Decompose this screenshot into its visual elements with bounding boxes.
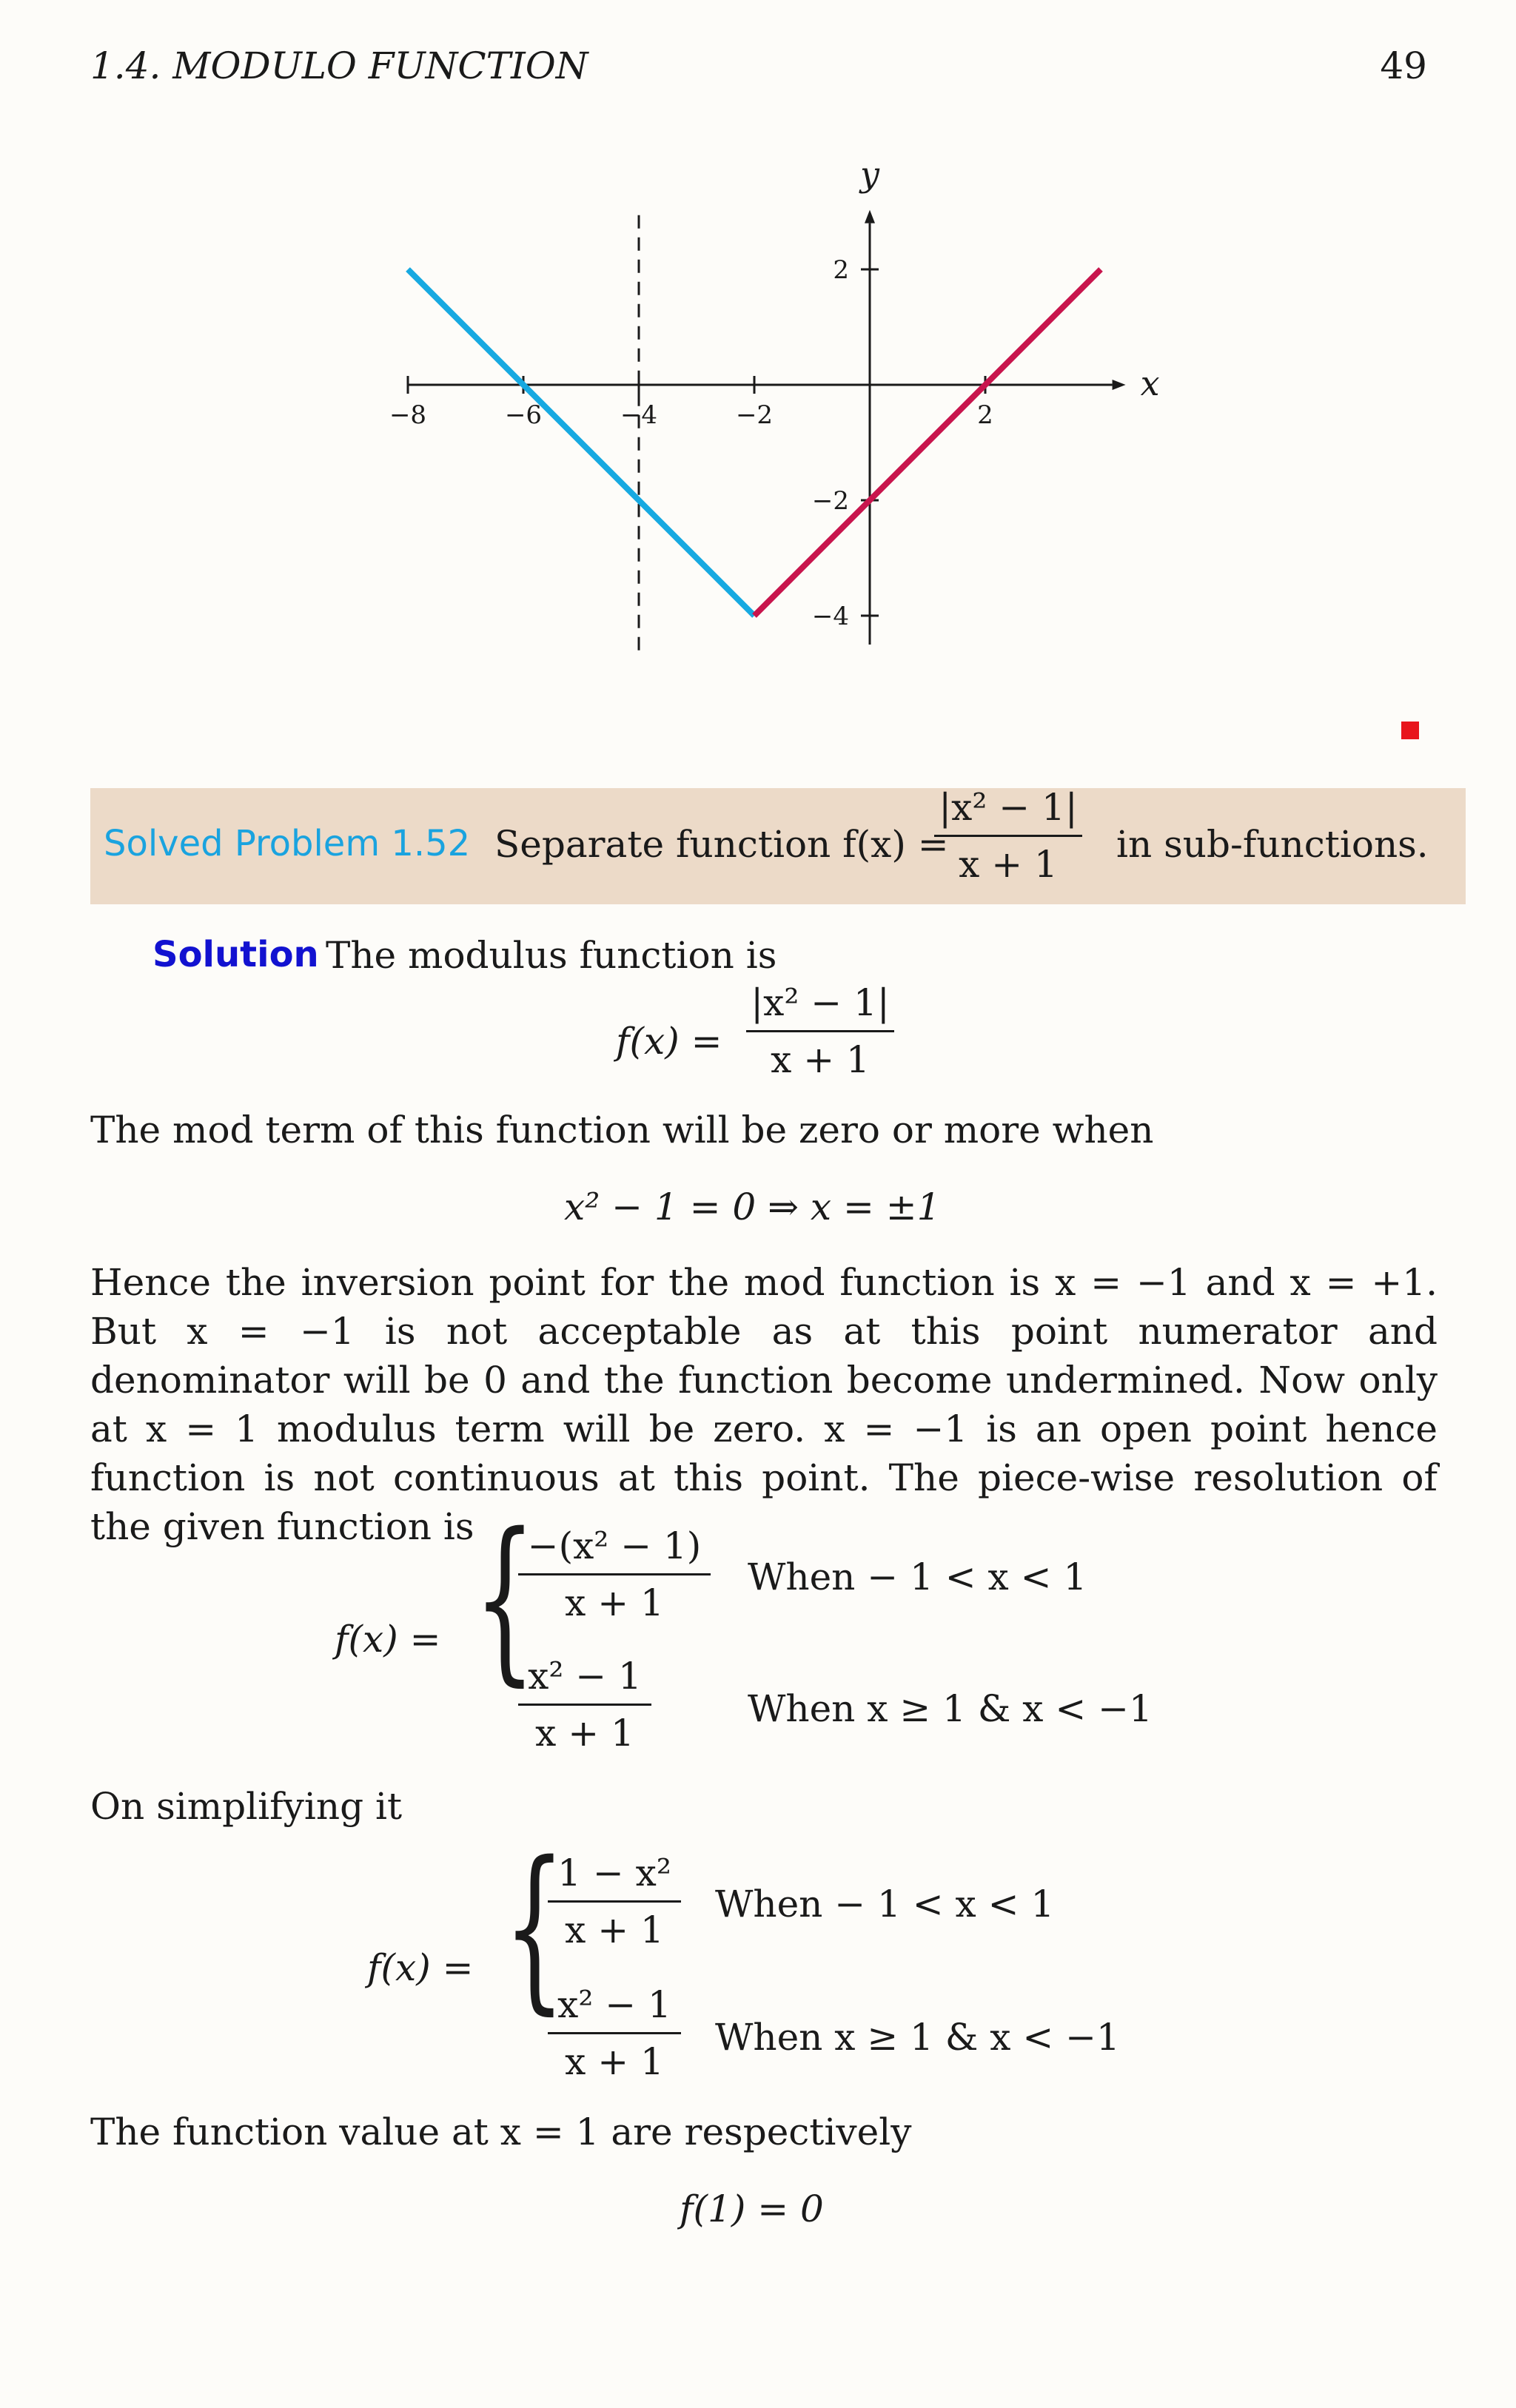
solution-intro: The modulus function is bbox=[326, 934, 777, 977]
fraction-denominator: x + 1 bbox=[535, 1712, 634, 1755]
left-branch-line bbox=[408, 269, 754, 616]
equation-fraction bbox=[746, 981, 894, 1081]
problem-fraction bbox=[934, 786, 1082, 886]
fraction-numerator: |x² − 1| bbox=[939, 786, 1078, 829]
case-fraction bbox=[518, 1524, 711, 1624]
piecewise-lhs: f(x) = bbox=[335, 1618, 441, 1661]
text-line: The function value at x = 1 are respectively bbox=[90, 2111, 912, 2153]
piecewise-lhs: f(x) = bbox=[367, 1946, 474, 1989]
y-axis-arrow bbox=[865, 210, 875, 223]
x-axis-arrow bbox=[1113, 380, 1126, 390]
brace: { bbox=[503, 1823, 566, 2031]
running-header: 1.4. MODULO FUNCTION bbox=[90, 44, 588, 87]
fraction-denominator: x + 1 bbox=[565, 2040, 664, 2083]
case-condition: When x ≥ 1 & x < −1 bbox=[715, 2016, 1120, 2059]
x-tick-label: −4 bbox=[620, 400, 658, 430]
modulus-graph bbox=[0, 0, 1516, 740]
fraction-denominator: x + 1 bbox=[565, 1908, 664, 1951]
x-tick-label: 2 bbox=[977, 400, 993, 430]
fraction-denominator: x + 1 bbox=[959, 843, 1058, 886]
equation-lhs: f(x) = bbox=[616, 1020, 722, 1063]
fraction-denominator: x + 1 bbox=[771, 1038, 870, 1081]
y-tick-label: −4 bbox=[811, 602, 849, 631]
fraction-numerator: −(x² − 1) bbox=[527, 1524, 702, 1567]
equation: f(1) = 0 bbox=[680, 2187, 824, 2230]
y-axis-label: y bbox=[860, 154, 879, 195]
fraction-numerator: |x² − 1| bbox=[751, 981, 890, 1024]
text-line: On simplifying it bbox=[90, 1785, 403, 1828]
page-number: 49 bbox=[1380, 44, 1427, 87]
y-tick-label: 2 bbox=[833, 255, 849, 285]
x-tick-label: −6 bbox=[504, 400, 543, 430]
x-tick-label: −2 bbox=[735, 400, 774, 430]
problem-label: Solved Problem 1.52 bbox=[104, 823, 471, 864]
end-of-proof-mark bbox=[1401, 722, 1419, 739]
paragraph: Hence the inversion point for the mod function is x = −1 and x = +1. But x = −1 is not acceptable as at this point numerator and denominator will be 0 and the function become undermined. Now only at x = 1 modulus term will be zero. x = −1 is an open point hence function is not continuous at this point. The piece-wise resolution of the given function is bbox=[90, 1261, 1438, 1548]
case-fraction bbox=[518, 1655, 651, 1755]
fraction-numerator: x² − 1 bbox=[528, 1655, 642, 1698]
right-branch-line bbox=[754, 269, 1101, 616]
brace: { bbox=[474, 1495, 536, 1702]
text-line: The mod term of this function will be zero or more when bbox=[90, 1109, 1154, 1151]
case-fraction bbox=[548, 1852, 681, 1951]
fraction-numerator: 1 − x² bbox=[557, 1852, 671, 1894]
x-axis-label: x bbox=[1140, 363, 1160, 403]
case-fraction bbox=[548, 1983, 681, 2083]
problem-text-after: in sub-functions. bbox=[1116, 823, 1429, 866]
case-condition: When − 1 < x < 1 bbox=[715, 1883, 1055, 1926]
x-tick-label: −8 bbox=[389, 400, 427, 430]
equation: x² − 1 = 0 ⇒ x = ±1 bbox=[564, 1185, 941, 1228]
problem-text: Separate function f(x) = bbox=[494, 823, 949, 866]
y-tick-label: −2 bbox=[811, 486, 849, 516]
fraction-numerator: x² − 1 bbox=[557, 1983, 671, 2026]
fraction-denominator: x + 1 bbox=[565, 1581, 664, 1624]
case-condition: When − 1 < x < 1 bbox=[748, 1556, 1087, 1598]
case-condition: When x ≥ 1 & x < −1 bbox=[748, 1687, 1153, 1730]
solution-label: Solution bbox=[152, 934, 319, 975]
